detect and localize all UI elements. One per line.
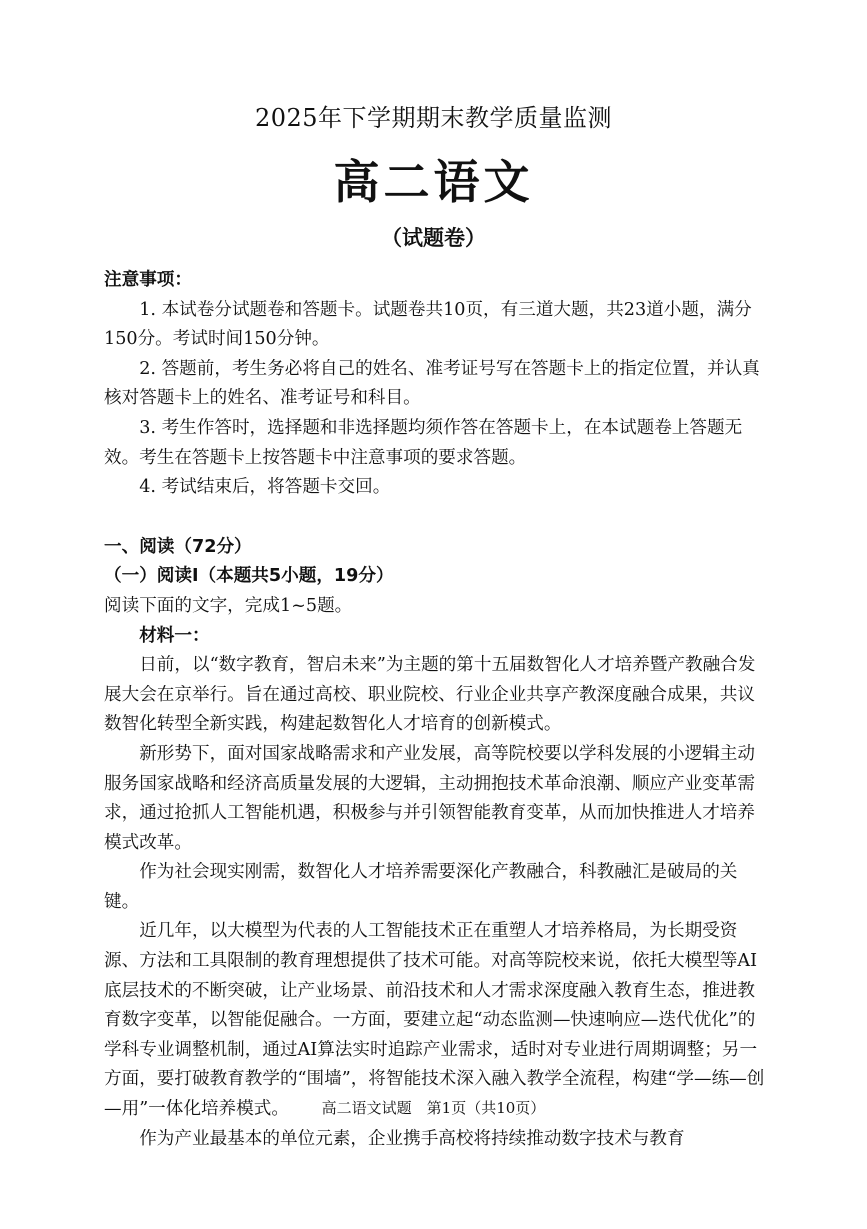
notice-item: 1. 本试卷分试题卷和答题卡。试题卷共10页，有三道大题，共23道小题，满分150分。考试时间150分钟。 [104, 299, 752, 350]
material-paragraph: 作为社会现实刚需，数智化人才培养需要深化产教融合，科教融汇是破局的关键。 [104, 862, 738, 912]
page-content [104, 266, 768, 1154]
exam-name: 2025年下学期期末教学质量监测 [254, 104, 613, 132]
page-footer: 高二语文试题 第1页（共10页） [321, 1099, 546, 1117]
paper-type: （试题卷） [381, 226, 486, 250]
material-label: 材料一： [139, 625, 210, 646]
notice-item: 2. 答题前，考生务必将自己的姓名、准考证号写在答题卡上的指定位置，并认真核对答题卡上的姓名、准考证号和科目。 [104, 358, 760, 409]
material-paragraph: 新形势下，面对国家战略需求和产业发展，高等院校要以学科发展的小逻辑主动服务国家战略和经济高质量发展的大逻辑，主动拥抱技术革命浪潮、顺应产业变革需求，通过抢抓人工智能机遇，积极参与并引领智能教育变革，从而加快推进人才培养模式改革。 [104, 743, 755, 853]
section-title: 一、阅读（72分） [104, 536, 252, 557]
reading-instruction: 阅读下面的文字，完成1~5题。 [104, 595, 353, 616]
notice-item: 3. 考生作答时，选择题和非选择题均须作答在答题卡上，在本试题卷上答题无效。考生在答题卡上按答题卡中注意事项的要求答题。 [104, 417, 743, 468]
notice-item: 4. 考试结束后，将答题卡交回。 [139, 477, 391, 498]
notice-title: 注意事项： [104, 270, 192, 290]
section-spacer [104, 503, 768, 533]
subsection-title: （一）阅读Ⅰ（本题共5小题，19分） [104, 566, 394, 587]
subject-title: 高二语文 [333, 155, 534, 209]
material-paragraph: 近几年，以大模型为代表的人工智能技术正在重塑人才培养格局，为长期受资源、方法和工具限制的教育理想提供了技术可能。对高等院校来说，依托大模型等AI底层技术的不断突破，让产业场景、前沿技术和人才需求深度融入教育生态，推进教育数字变革，以智能促融合。一方面，要建立起“动态监测—快速响应—迭代优化”的学科专业调整机制，通过AI算法实时追踪产业需求，适时对专业进行周期调整；另一方面，要打破教育教学的“围墙”，将智能技术深入融入教学全流程，构建“学—练—创—用”一体化培养模式。 [104, 921, 765, 1120]
material-paragraph: 作为产业最基本的单位元素，企业携手高校将持续推动数字技术与教育 [139, 1128, 685, 1149]
material-paragraph: 日前，以“数字教育，智启未来”为主题的第十五届数智化人才培养暨产教融合发展大会在京举行。旨在通过高校、职业院校、行业企业共享产教深度融合成果，共议数智化转型全新实践，构建起数智化人才培育的创新模式。 [104, 655, 756, 735]
